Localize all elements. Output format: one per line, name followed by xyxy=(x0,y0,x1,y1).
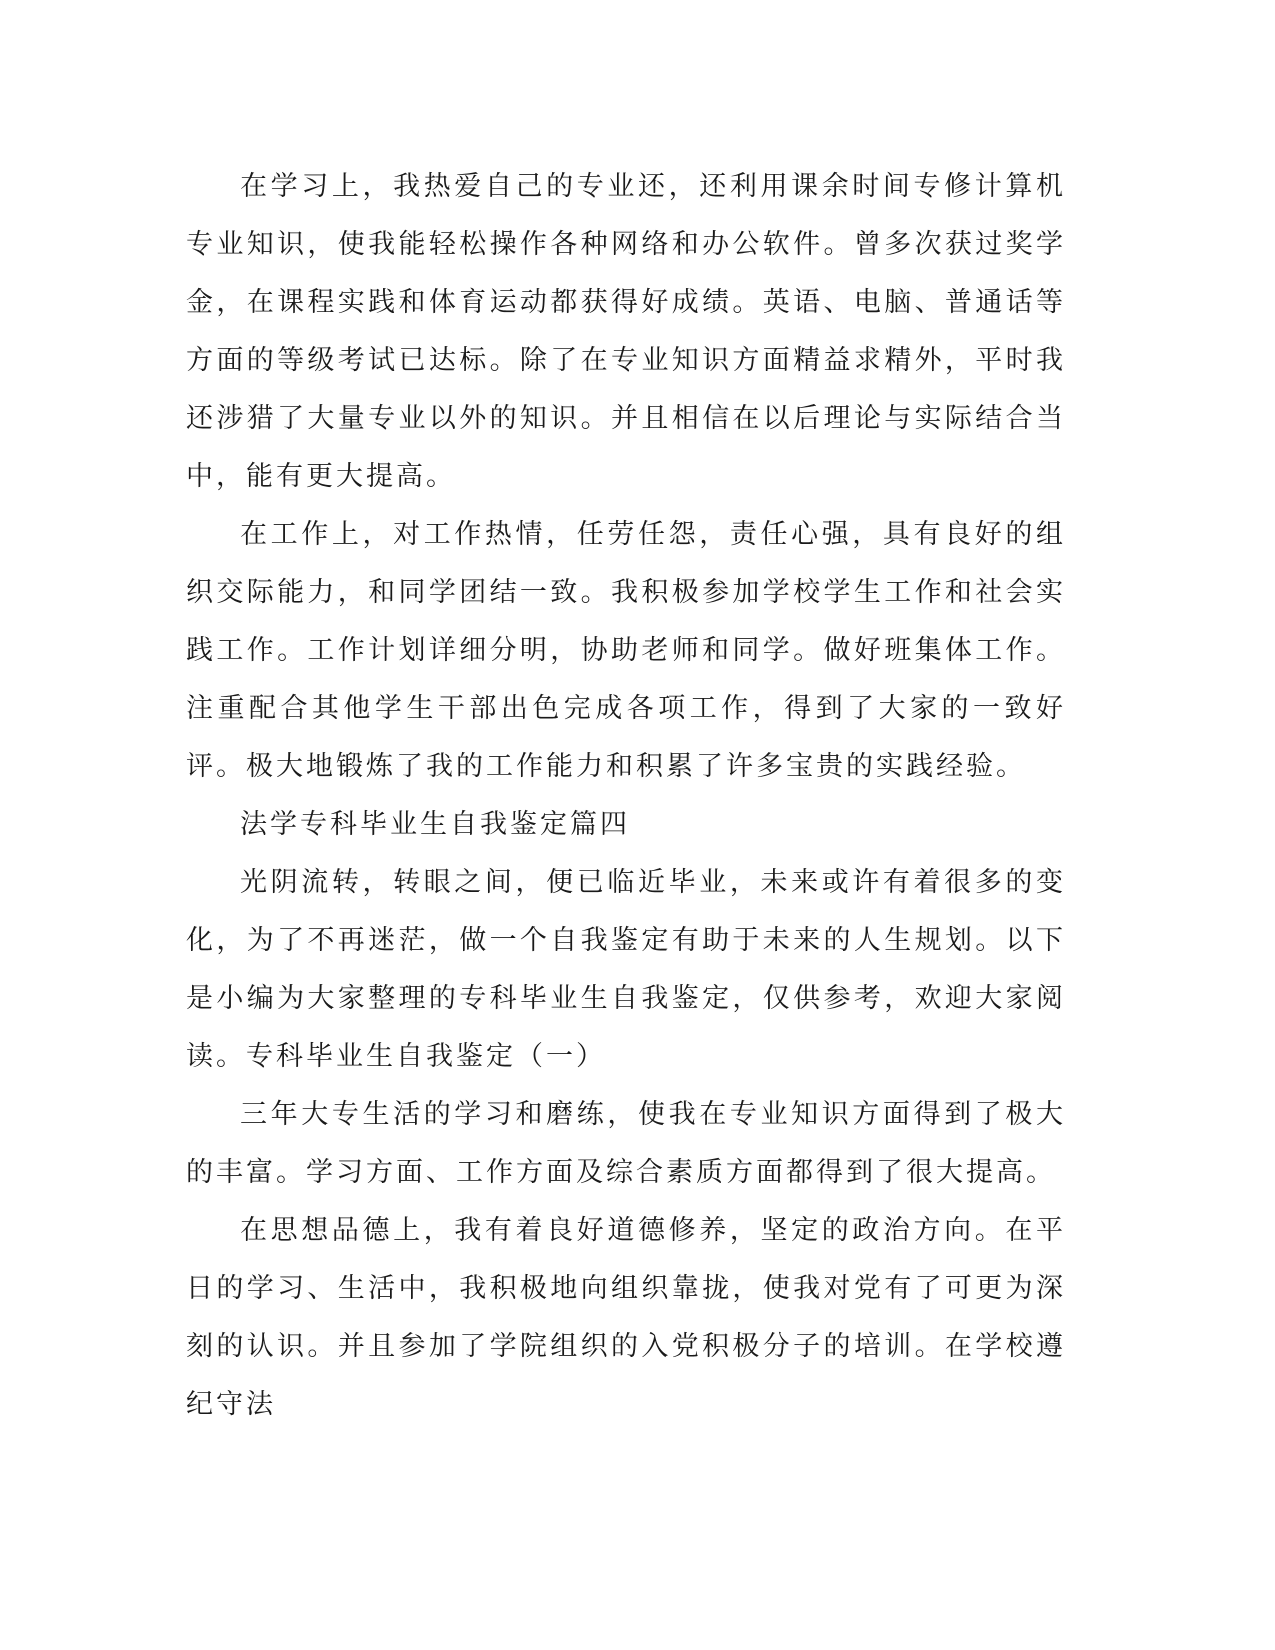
paragraph-study: 在学习上，我热爱自己的专业还，还利用课余时间专修计算机专业知识，使我能轻松操作各种网络和办公软件。曾多次获过奖学金，在课程实践和体育运动都获得好成绩。英语、电脑、普通话等方面的等级考试已达标。除了在专业知识方面精益求精外，平时我还涉猎了大量专业以外的知识。并且相信在以后理论与实际结合当中，能有更大提高。 xyxy=(186,171,1066,492)
document-body xyxy=(186,158,1066,1434)
section-heading: 法学专科毕业生自我鉴定篇四 xyxy=(240,809,630,840)
paragraph-intro: 光阴流转，转眼之间，便已临近毕业，未来或许有着很多的变化，为了不再迷茫，做一个自我鉴定有助于未来的人生规划。以下是小编为大家整理的专科毕业生自我鉴定，仅供参考，欢迎大家阅读。专科毕业生自我鉴定（一） xyxy=(186,867,1066,1072)
paragraph-three-years: 三年大专生活的学习和磨练，使我在专业知识方面得到了极大的丰富。学习方面、工作方面及综合素质方面都得到了很大提高。 xyxy=(186,1099,1066,1188)
paragraph-work: 在工作上，对工作热情，任劳任怨，责任心强，具有良好的组织交际能力，和同学团结一致。我积极参加学校学生工作和社会实践工作。工作计划详细分明，协助老师和同学。做好班集体工作。注重配合其他学生干部出色完成各项工作，得到了大家的一致好评。极大地锻炼了我的工作能力和积累了许多宝贵的实践经验。 xyxy=(186,519,1066,782)
paragraph-ideology: 在思想品德上，我有着良好道德修养，坚定的政治方向。在平日的学习、生活中，我积极地向组织靠拢，使我对党有了可更为深刻的认识。并且参加了学院组织的入党积极分子的培训。在学校遵纪守法 xyxy=(186,1215,1066,1420)
